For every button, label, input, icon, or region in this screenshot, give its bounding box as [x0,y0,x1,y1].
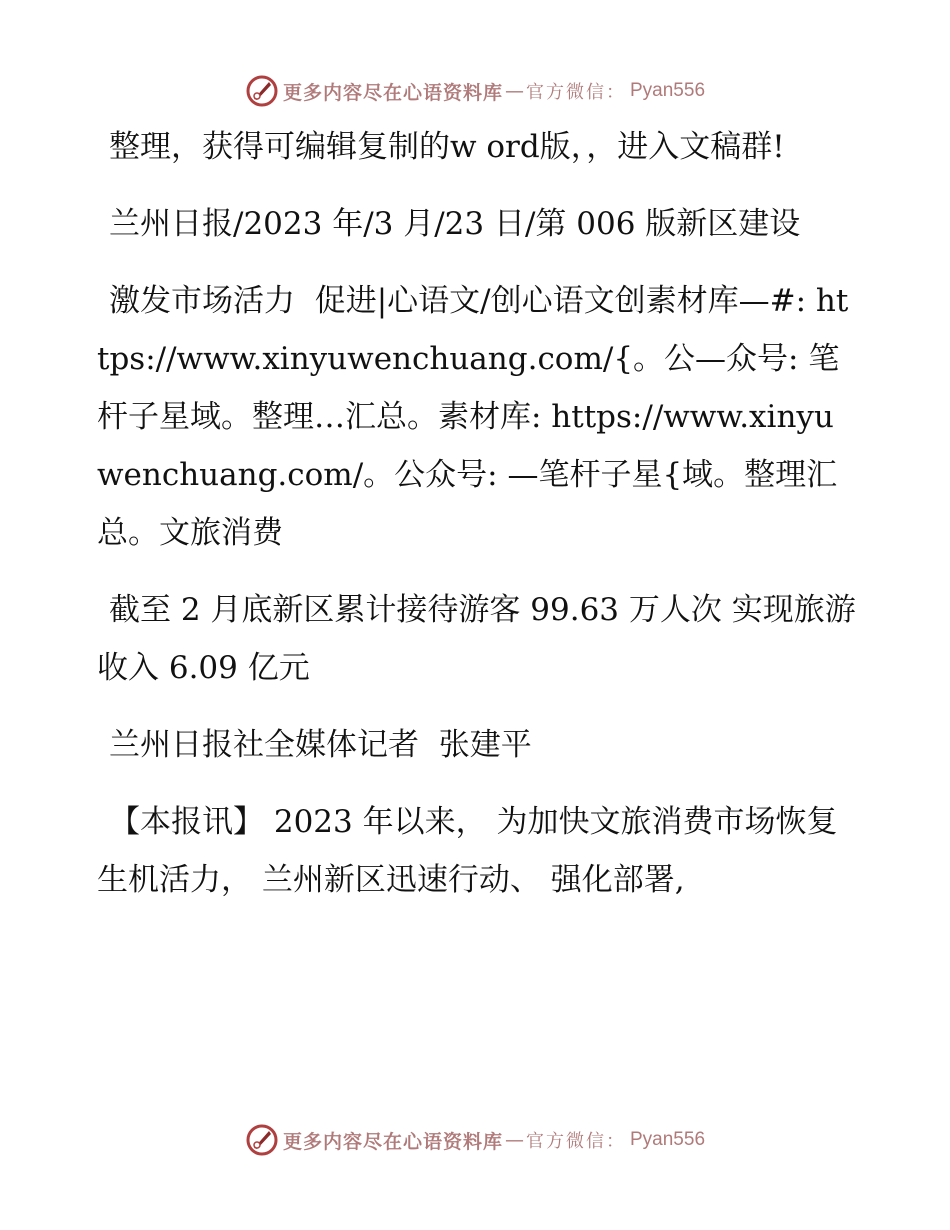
footer-watermark [0,1120,950,1160]
paragraph-byline: 兰州日报社全媒体记者 张建平 [109,727,532,763]
wechat-label: 官方微信： [526,82,626,103]
quill-logo-icon [245,74,279,108]
paragraph-body: 【本报讯】 2023 年以来， 为加快文旅消费市场恢复生机活力， 兰州新区迅速行动、 强化部署, [97,804,838,898]
separator-dash: — [505,80,524,102]
paragraph-subheadline: 截至 2 月底新区累计接待游客 99.63 万人次 实现旅游收入 6.09 亿元 [97,592,856,686]
document-body [97,118,857,928]
separator-dash: — [505,1129,524,1151]
brand-text: 更多内容尽在心语资料库 [282,1130,503,1153]
header-watermark [0,71,950,111]
wechat-id: Pyan556 [630,1129,706,1150]
paragraph-intro: 整理，获得可编辑复制的w ord版，，进入文稿群! [109,129,785,165]
paragraph-source: 兰州日报/2023 年/3 月/23 日/第 006 版新区建设 [109,206,801,242]
brand-text: 更多内容尽在心语资料库 [282,81,503,104]
wechat-id: Pyan556 [630,80,706,101]
paragraph-headline: 激发市场活力 促进|心语文/创心语文创素材库—#: https://www.xinyuwenchuang.com/{。公—众号: 笔杆子星域。整理…汇总。素材库: https://www.xinyuwenchuang.com/。公众号: —笔杆子星{域。整理汇总。文旅消费 [97,283,849,551]
wechat-label: 官方微信： [526,1131,626,1152]
quill-logo-icon [245,1123,279,1157]
